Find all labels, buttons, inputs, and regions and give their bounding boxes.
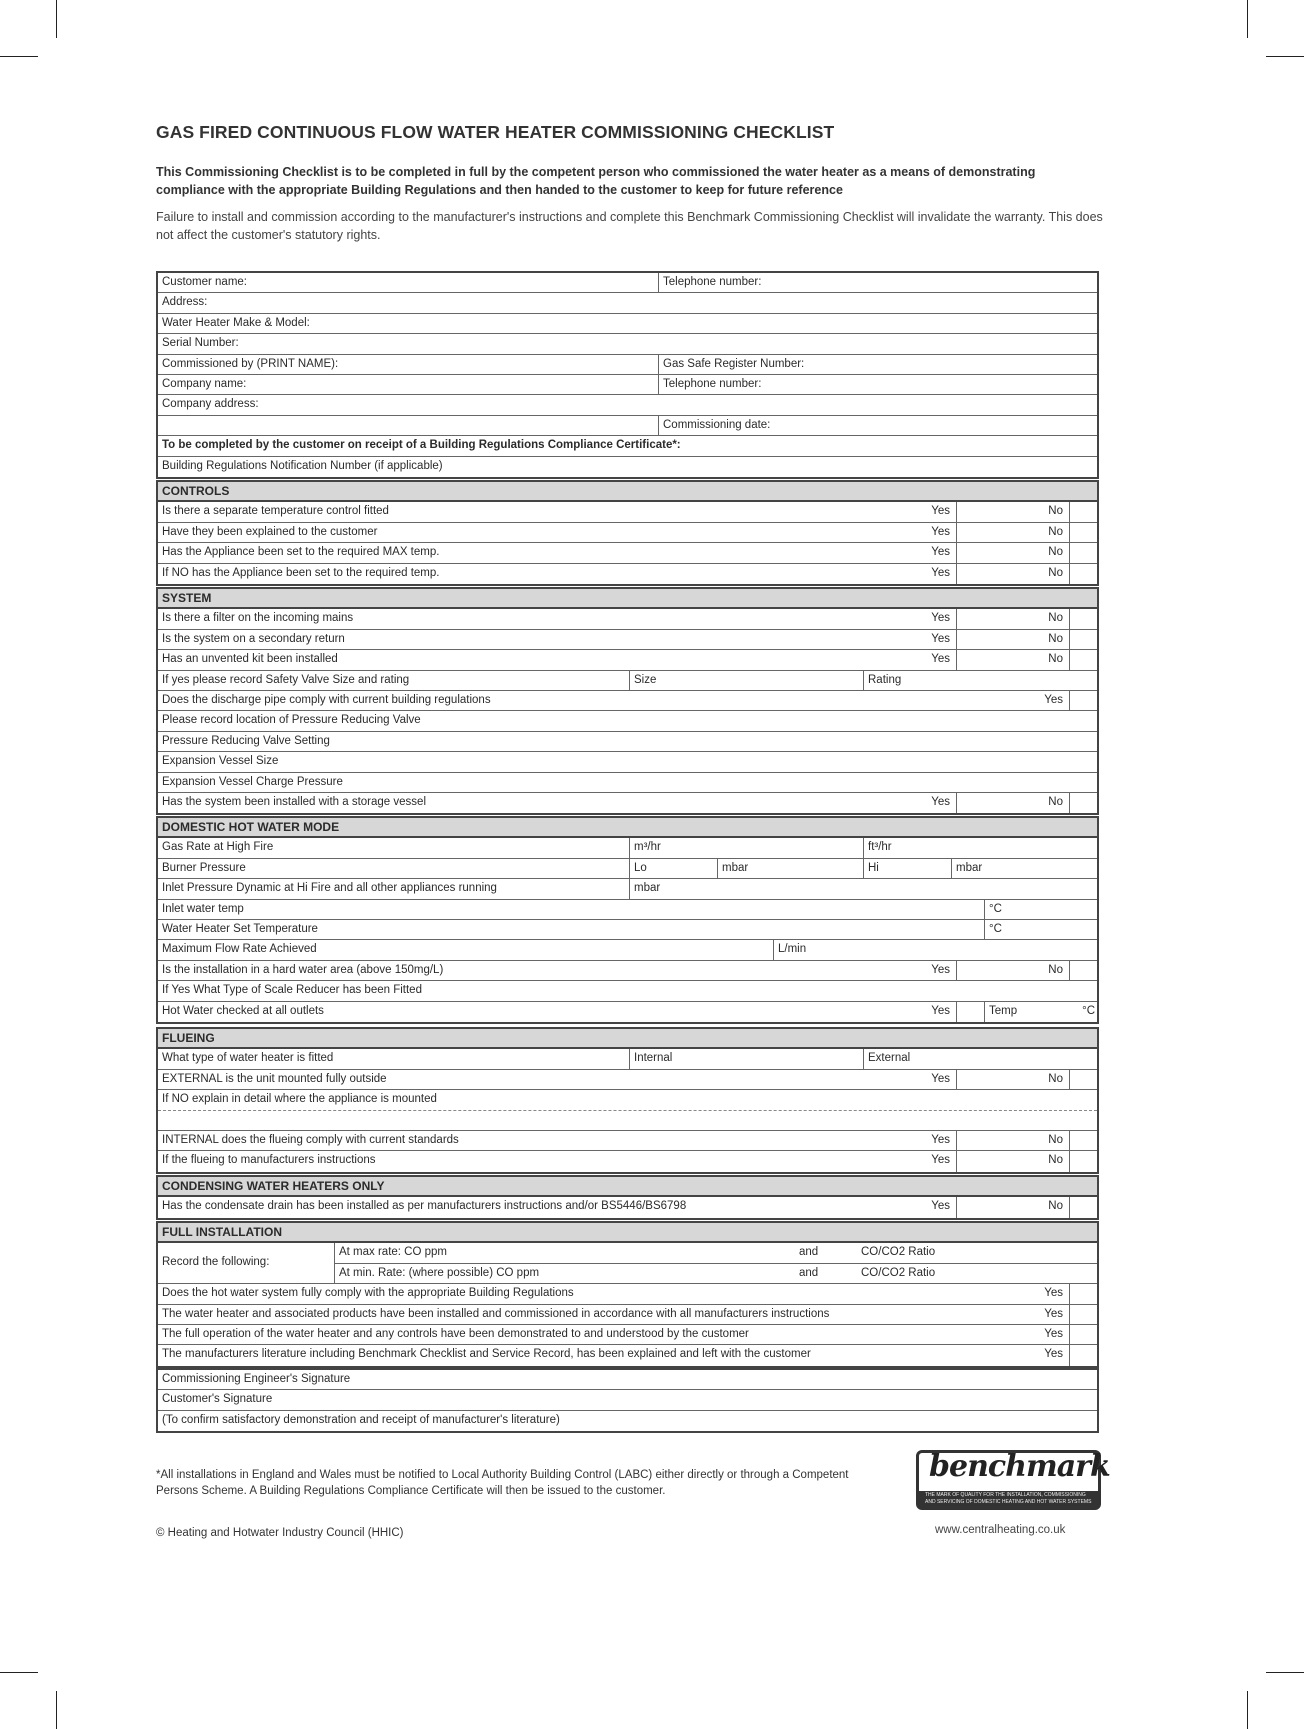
- lo-mbar: mbar: [717, 859, 863, 878]
- text-row: [158, 773, 1097, 793]
- details-row: [158, 457, 1097, 477]
- no-checkbox[interactable]: [1069, 1197, 1097, 1217]
- section-header: [158, 482, 1097, 502]
- yes-no-row: [158, 502, 1097, 522]
- question-label: Inlet Pressure Dynamic at Hi Fire and all other appliances running: [162, 882, 497, 895]
- commissioning-date-field[interactable]: Commissioning date:: [658, 416, 1097, 435]
- prv-setting-field[interactable]: Pressure Reducing Valve Setting: [162, 734, 330, 747]
- yes-row: [158, 1284, 1097, 1304]
- explain-field[interactable]: If NO explain in detail where the appliance is mounted: [162, 1093, 437, 1106]
- signatures-section: [156, 1368, 1099, 1433]
- hi-mbar: mbar: [951, 859, 1097, 878]
- max-rate-field[interactable]: At max rate: CO ppm: [339, 1246, 448, 1259]
- no-label: No: [1048, 795, 1063, 808]
- hi-field[interactable]: Hi: [863, 859, 951, 878]
- yes-checkbox[interactable]: [956, 650, 984, 669]
- system-section: [156, 587, 1099, 815]
- scale-reducer-field[interactable]: If Yes What Type of Scale Reducer has been Fitted: [162, 984, 422, 997]
- serial-number-field[interactable]: Serial Number:: [162, 337, 239, 350]
- explain-field-2[interactable]: [158, 1111, 1097, 1130]
- question-label: Maximum Flow Rate Achieved: [162, 943, 317, 956]
- yes-checkbox[interactable]: [956, 793, 984, 813]
- yes-checkbox[interactable]: [1069, 691, 1097, 710]
- no-checkbox[interactable]: [1069, 543, 1097, 562]
- min-rate-row: [334, 1264, 1097, 1284]
- yes-checkbox[interactable]: [956, 630, 984, 649]
- text-row: [158, 711, 1097, 731]
- record-label: Record the following:: [162, 1256, 270, 1269]
- lo-field[interactable]: Lo: [629, 859, 717, 878]
- crop-mark: [1266, 1672, 1304, 1673]
- temp-row: [158, 900, 1097, 920]
- yes-label: Yes: [1044, 1327, 1063, 1340]
- no-checkbox[interactable]: [1069, 502, 1097, 521]
- no-checkbox[interactable]: [1069, 1151, 1097, 1171]
- text-row: [158, 752, 1097, 772]
- confirm-note: (To confirm satisfactory demonstration and receipt of manufacturer's literature): [162, 1413, 560, 1426]
- company-telephone-field[interactable]: Telephone number:: [658, 375, 1097, 394]
- question-label: Has the condensate drain has been installed as per manufacturers instructions and/or BS5446/BS6798: [162, 1200, 687, 1213]
- yes-checkbox[interactable]: [956, 1070, 984, 1089]
- no-checkbox[interactable]: [1069, 650, 1097, 669]
- flueing-section: [156, 1027, 1099, 1174]
- flow-row: [158, 940, 1097, 960]
- yes-label: Yes: [931, 1072, 950, 1085]
- question-label: Has an unvented kit been installed: [162, 653, 338, 666]
- customer-note: To be completed by the customer on receipt of a Building Regulations Compliance Certificate*:: [162, 439, 681, 452]
- notification-number-field[interactable]: Building Regulations Notification Number (if applicable): [162, 459, 443, 472]
- expansion-charge-field[interactable]: Expansion Vessel Charge Pressure: [162, 775, 343, 788]
- yes-no-row: [158, 630, 1097, 650]
- yes-label: Yes: [931, 525, 950, 538]
- set-temp-field[interactable]: °C: [984, 920, 1097, 939]
- min-ratio-field[interactable]: CO/CO2 Ratio: [861, 1266, 936, 1279]
- inlet-mbar-field[interactable]: mbar: [629, 879, 1097, 898]
- temp-row: [158, 920, 1097, 940]
- question-label: If yes please record Safety Valve Size and rating: [162, 673, 410, 686]
- inlet-temp-field[interactable]: °C: [984, 900, 1097, 919]
- question-label: Does the hot water system fully comply with the appropriate Building Regulations: [162, 1287, 574, 1300]
- yes-label: Yes: [1044, 693, 1063, 706]
- temp-unit: °C: [1082, 1004, 1095, 1017]
- details-row: [158, 273, 1097, 293]
- crop-mark: [1266, 56, 1304, 57]
- yes-label: Yes: [1044, 1307, 1063, 1320]
- intro-bold-text: This Commissioning Checklist is to be completed in full by the competent person who commissioned the water heater as a means of demonstrating compliance with the appropriate Building Regulations and then handed to the customer to keep for future reference: [156, 165, 1036, 197]
- question-label: INTERNAL does the flueing comply with current standards: [162, 1133, 459, 1146]
- safety-valve-row: [158, 671, 1097, 691]
- website-url[interactable]: www.centralheating.co.uk: [935, 1524, 1066, 1536]
- yes-checkbox[interactable]: [956, 564, 984, 584]
- system-header: SYSTEM: [162, 591, 212, 605]
- m3hr-field[interactable]: m³/hr: [629, 838, 863, 857]
- yes-label: Yes: [931, 505, 950, 518]
- question-label: Has the Appliance been set to the required MAX temp.: [162, 546, 440, 559]
- details-row: [158, 395, 1097, 415]
- question-label: If NO has the Appliance been set to the required temp.: [162, 566, 440, 579]
- question-label: If the flueing to manufacturers instructions: [162, 1154, 376, 1167]
- yes-no-row: [158, 1131, 1097, 1151]
- no-label: No: [1048, 632, 1063, 645]
- yes-checkbox[interactable]: [1069, 1305, 1097, 1324]
- text-row: [158, 981, 1097, 1001]
- details-row: [158, 375, 1097, 395]
- question-label: EXTERNAL is the unit mounted fully outside: [162, 1072, 387, 1085]
- yes-checkbox[interactable]: [956, 502, 984, 521]
- outlets-row: [158, 1002, 1097, 1022]
- crop-mark: [1247, 1691, 1248, 1729]
- no-checkbox[interactable]: [1069, 609, 1097, 628]
- no-label: No: [1048, 1154, 1063, 1167]
- internal-option[interactable]: Internal: [629, 1049, 863, 1068]
- no-label: No: [1048, 612, 1063, 625]
- no-checkbox[interactable]: [1069, 961, 1097, 980]
- flueing-header: FLUEING: [162, 1031, 215, 1045]
- section-header: [158, 589, 1097, 609]
- section-header: [158, 1029, 1097, 1049]
- dhw-header: DOMESTIC HOT WATER MODE: [162, 820, 340, 834]
- yes-checkbox[interactable]: [956, 961, 984, 980]
- page-title: GAS FIRED CONTINUOUS FLOW WATER HEATER COMMISSIONING CHECKLIST: [156, 122, 835, 142]
- details-row: [158, 314, 1097, 334]
- yes-row: [158, 691, 1097, 711]
- yes-checkbox[interactable]: [1069, 1325, 1097, 1344]
- max-rate-row: [334, 1243, 1097, 1263]
- yes-no-row: [158, 543, 1097, 563]
- inlet-pressure-row: [158, 879, 1097, 899]
- yes-no-row: [158, 523, 1097, 543]
- question-label: Is there a separate temperature control fitted: [162, 505, 389, 518]
- no-label: No: [1048, 1200, 1063, 1213]
- yes-label: Yes: [931, 1133, 950, 1146]
- and-label: and: [799, 1266, 819, 1279]
- logo-word: benchmark: [929, 1449, 1110, 1484]
- company-name-field[interactable]: Company name:: [162, 377, 247, 390]
- yes-checkbox[interactable]: [1069, 1284, 1097, 1303]
- temp-field[interactable]: Temp: [984, 1002, 1064, 1022]
- no-checkbox[interactable]: [1069, 523, 1097, 542]
- signature-row: [158, 1411, 1097, 1431]
- yes-row: [158, 1345, 1097, 1365]
- company-address-field-2[interactable]: [158, 416, 658, 435]
- customer-signature-field[interactable]: Customer's Signature: [162, 1393, 273, 1406]
- signature-row: [158, 1390, 1097, 1410]
- yes-no-row: [158, 564, 1097, 584]
- make-model-field[interactable]: Water Heater Make & Model:: [162, 316, 310, 329]
- yes-checkbox[interactable]: [956, 609, 984, 628]
- question-label: Inlet water temp: [162, 902, 244, 915]
- yes-label: Yes: [931, 1004, 950, 1017]
- no-checkbox[interactable]: [1069, 793, 1097, 813]
- crop-mark: [0, 56, 38, 57]
- external-option[interactable]: External: [863, 1049, 1097, 1068]
- details-row: [158, 334, 1097, 354]
- signature-row: [158, 1370, 1097, 1390]
- yes-no-row: [158, 1151, 1097, 1171]
- no-checkbox[interactable]: [1069, 1070, 1097, 1089]
- company-address-field[interactable]: Company address:: [162, 398, 259, 411]
- engineer-signature-field[interactable]: Commissioning Engineer's Signature: [162, 1373, 351, 1385]
- yes-no-row: [158, 609, 1097, 629]
- ft3hr-field[interactable]: ft³/hr: [863, 838, 1097, 857]
- yes-checkbox[interactable]: [956, 1151, 984, 1171]
- yes-no-row: [158, 961, 1097, 981]
- question-label: Have they been explained to the customer: [162, 525, 378, 538]
- no-label: No: [1048, 1072, 1063, 1085]
- max-flow-field[interactable]: L/min: [773, 940, 1097, 959]
- yes-checkbox[interactable]: [956, 1131, 984, 1150]
- crop-mark: [1247, 0, 1248, 38]
- details-row: [158, 355, 1097, 375]
- yes-row: [158, 1305, 1097, 1325]
- yes-label: Yes: [931, 566, 950, 579]
- address-field[interactable]: Address:: [162, 296, 208, 309]
- question-label: The full operation of the water heater and any controls have been demonstrated to and understood by the customer: [162, 1327, 749, 1340]
- yes-label: Yes: [931, 632, 950, 645]
- section-header: [158, 818, 1097, 838]
- details-table: [156, 271, 1099, 479]
- yes-no-row: [158, 793, 1097, 813]
- crop-mark: [56, 0, 57, 38]
- explain-row: [158, 1090, 1097, 1110]
- yes-label: Yes: [931, 1154, 950, 1167]
- yes-label: Yes: [931, 546, 950, 559]
- question-label: Is there a filter on the incoming mains: [162, 612, 354, 625]
- yes-label: Yes: [931, 795, 950, 808]
- yes-no-row: [158, 650, 1097, 670]
- details-row: [158, 293, 1097, 313]
- yes-no-row: [158, 1070, 1097, 1090]
- size-field[interactable]: Size: [629, 671, 863, 690]
- min-rate-field[interactable]: At min. Rate: (where possible) CO ppm: [339, 1266, 540, 1279]
- question-label: What type of water heater is fitted: [162, 1052, 334, 1065]
- yes-label: Yes: [931, 1200, 950, 1213]
- question-label: Water Heater Set Temperature: [162, 922, 318, 935]
- question-label: Hot Water checked at all outlets: [162, 1004, 324, 1017]
- condensing-header: CONDENSING WATER HEATERS ONLY: [162, 1179, 385, 1193]
- yes-checkbox[interactable]: [956, 1002, 984, 1022]
- full-installation-header: FULL INSTALLATION: [162, 1225, 282, 1239]
- no-label: No: [1048, 1133, 1063, 1146]
- yes-checkbox[interactable]: [956, 1197, 984, 1217]
- no-checkbox[interactable]: [1069, 1131, 1097, 1150]
- section-header: [158, 1177, 1097, 1197]
- expansion-size-field[interactable]: Expansion Vessel Size: [162, 755, 279, 768]
- yes-label: Yes: [1044, 1348, 1063, 1361]
- type-row: [158, 1049, 1097, 1069]
- yes-label: Yes: [931, 612, 950, 625]
- question-label: The water heater and associated products have been installed and commissioned in accordance with all manufacturers instructions: [162, 1307, 830, 1320]
- controls-header: CONTROLS: [162, 484, 230, 498]
- yes-row: [158, 1325, 1097, 1345]
- details-row: [158, 436, 1097, 456]
- condensing-section: [156, 1175, 1099, 1220]
- and-label: and: [799, 1246, 819, 1259]
- telephone-field[interactable]: Telephone number:: [658, 273, 1097, 292]
- crop-mark: [0, 1672, 38, 1673]
- record-block: [158, 1243, 1097, 1284]
- full-installation-section: [156, 1221, 1099, 1368]
- yes-checkbox[interactable]: [1069, 1345, 1097, 1365]
- burner-row: [158, 859, 1097, 879]
- intro-text: Failure to install and commission according to the manufacturer's instructions and complete this Benchmark Commissioning Checklist will invalidate the warranty. This does not affect the customer's statutory rights.: [156, 210, 1103, 242]
- no-label: No: [1048, 525, 1063, 538]
- rating-field[interactable]: Rating: [863, 671, 1097, 690]
- question-label: Gas Rate at High Fire: [162, 841, 274, 854]
- question-label: Has the system been installed with a storage vessel: [162, 795, 426, 808]
- yes-no-row: [158, 1197, 1097, 1217]
- text-row: [158, 732, 1097, 752]
- question-label: Burner Pressure: [162, 861, 246, 874]
- no-checkbox[interactable]: [1069, 630, 1097, 649]
- no-checkbox[interactable]: [1069, 564, 1097, 584]
- yes-label: Yes: [931, 653, 950, 666]
- no-label: No: [1048, 546, 1063, 559]
- logo-tagline: THE MARK OF QUALITY FOR THE INSTALLATION, COMMISSIONING AND SERVICING OF DOMESTIC HEATING AND HOT WATER SYSTEMS: [919, 1491, 1098, 1507]
- question-label: The manufacturers literature including Benchmark Checklist and Service Record, has been explained and left with the customer: [162, 1348, 811, 1361]
- yes-checkbox[interactable]: [956, 523, 984, 542]
- benchmark-logo: [916, 1449, 1110, 1510]
- yes-label: Yes: [931, 963, 950, 976]
- yes-label: Yes: [1044, 1287, 1063, 1300]
- yes-checkbox[interactable]: [956, 543, 984, 562]
- no-label: No: [1048, 505, 1063, 518]
- explain-row-2: [158, 1111, 1097, 1131]
- crop-mark: [56, 1691, 57, 1729]
- gas-rate-row: [158, 838, 1097, 858]
- no-label: No: [1048, 566, 1063, 579]
- customer-name-field[interactable]: Customer name:: [162, 276, 248, 288]
- question-label: Is the installation in a hard water area (above 150mg/L): [162, 963, 444, 976]
- copyright: © Heating and Hotwater Industry Council (HHIC): [156, 1527, 404, 1539]
- dhw-section: [156, 816, 1099, 1024]
- prv-location-field[interactable]: Please record location of Pressure Reducing Valve: [162, 714, 421, 727]
- footnote: *All installations in England and Wales must be notified to Local Authority Building Control (LABC) either directly or through a Competent Persons Scheme. A Building Regulations Compliance Certificate will then be issued to the customer.: [156, 1469, 849, 1497]
- section-header: [158, 1223, 1097, 1243]
- details-row: [158, 416, 1097, 436]
- commissioned-by-field[interactable]: Commissioned by (PRINT NAME):: [162, 357, 339, 370]
- question-label: Is the system on a secondary return: [162, 632, 345, 645]
- no-label: No: [1048, 653, 1063, 666]
- gas-safe-field[interactable]: Gas Safe Register Number:: [658, 355, 1097, 374]
- controls-section: [156, 480, 1099, 586]
- question-label: Does the discharge pipe comply with current building regulations: [162, 693, 491, 706]
- no-label: No: [1048, 963, 1063, 976]
- max-ratio-field[interactable]: CO/CO2 Ratio: [861, 1246, 936, 1259]
